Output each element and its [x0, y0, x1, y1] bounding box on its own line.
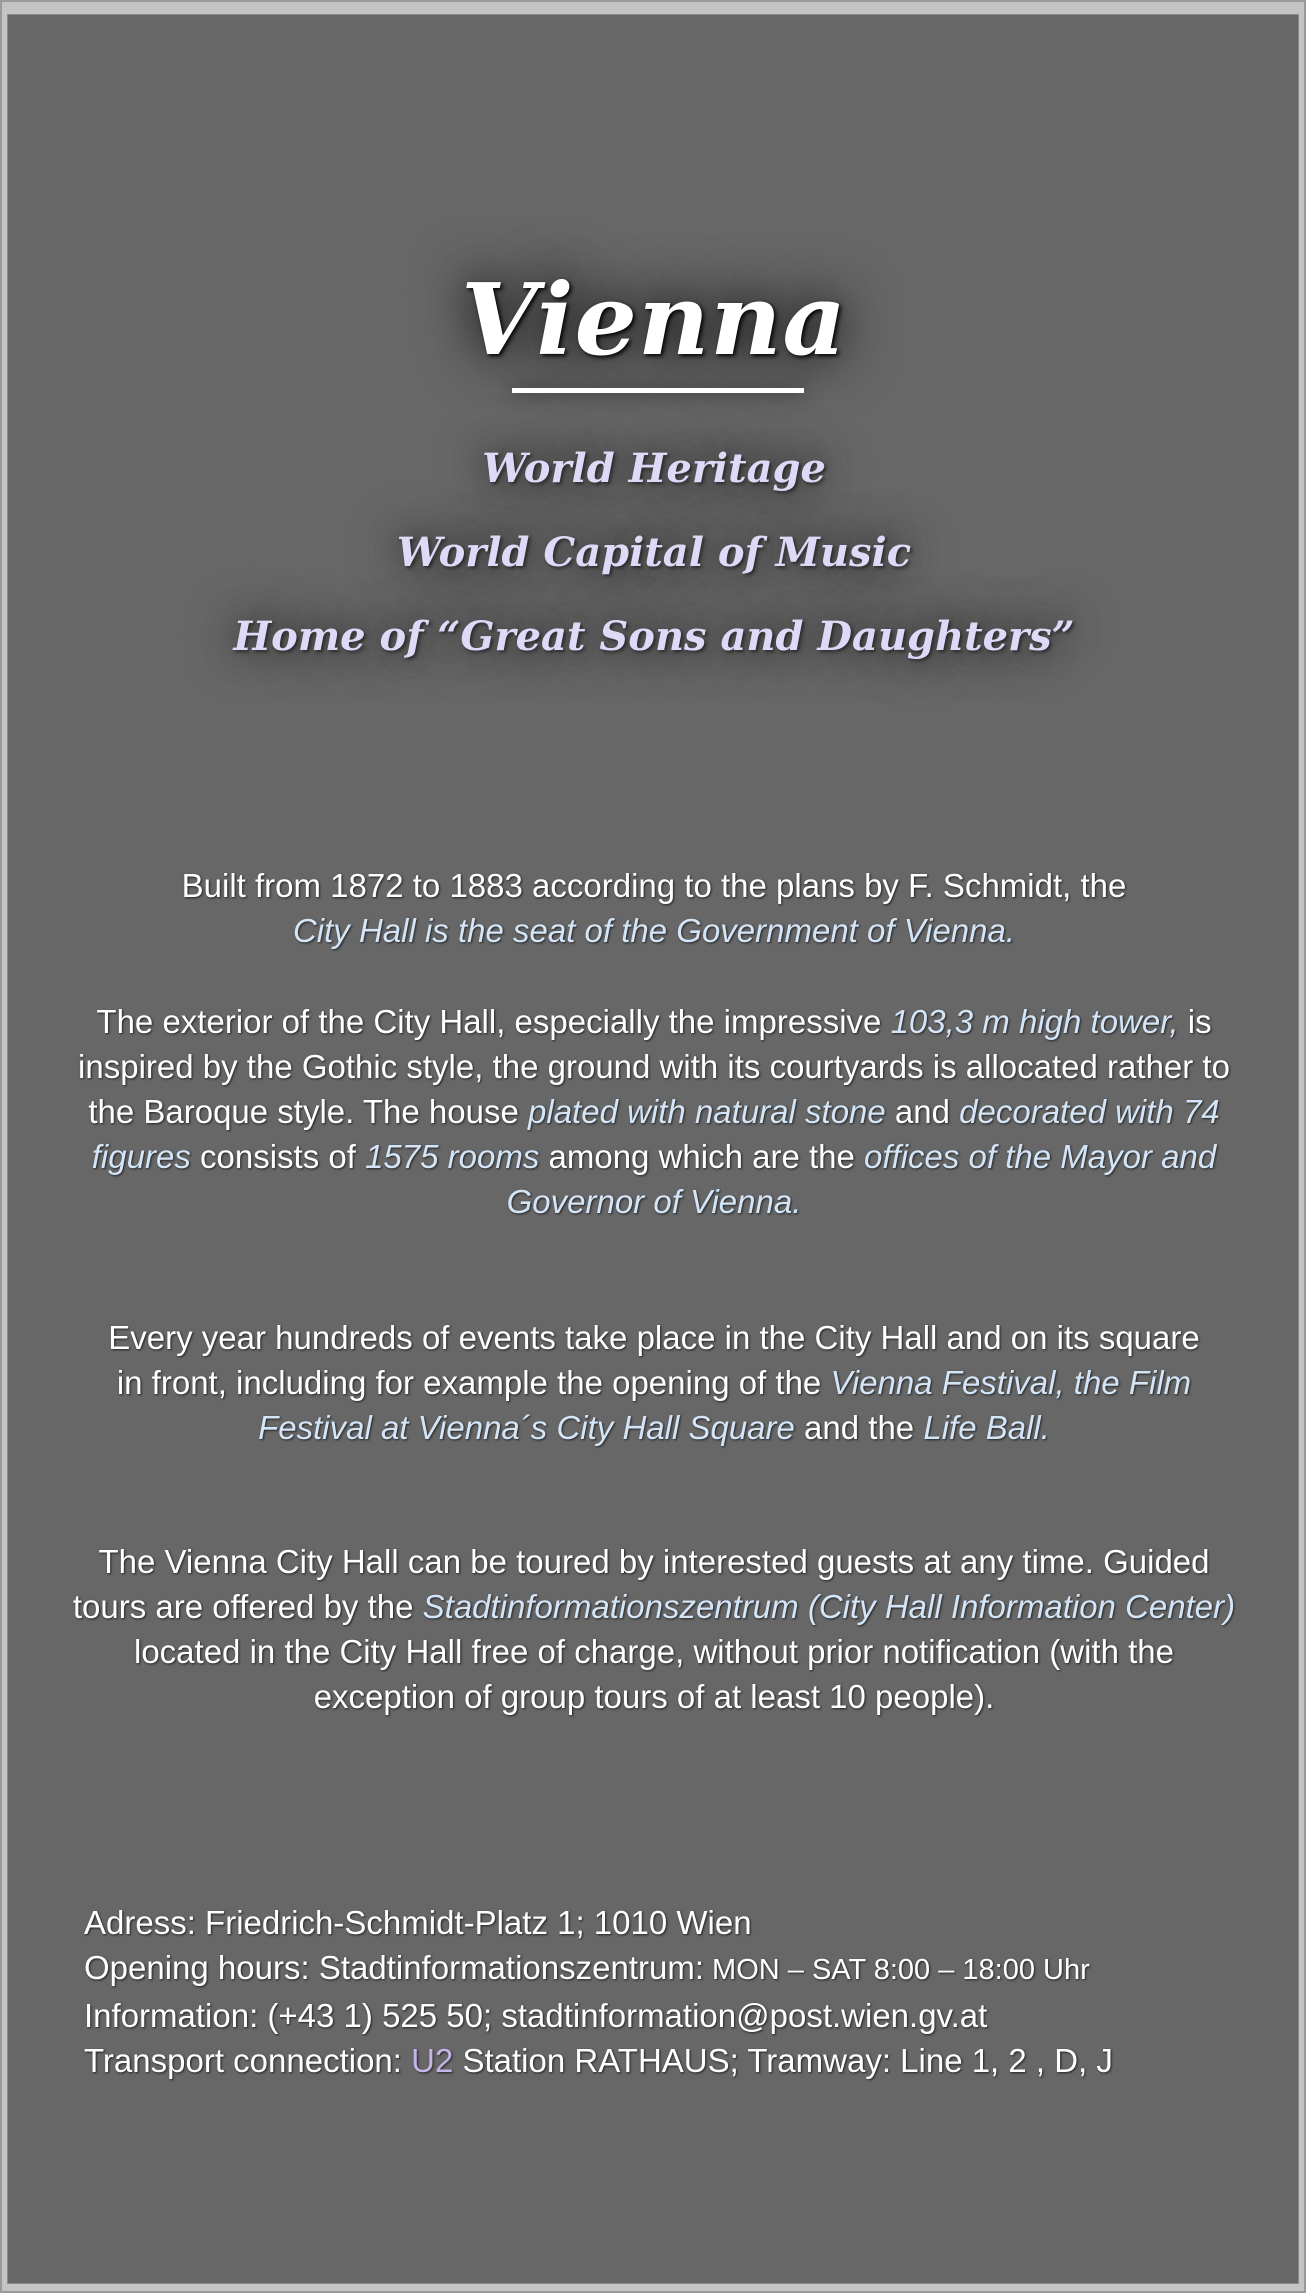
transport-details: Station RATHAUS; Tramway: Line 1, 2 , D, J: [453, 2042, 1113, 2079]
subtitle-world-heritage: World Heritage: [482, 445, 826, 492]
content-panel: [7, 14, 1299, 2284]
text-segment: and the: [794, 1409, 924, 1446]
opening-hours-label: Opening hours: Stadtinformationszentrum:: [84, 1949, 704, 1986]
highlight-info-center: Stadtinformationszentrum: [422, 1588, 799, 1625]
u2-line-badge: U2: [411, 2042, 454, 2079]
opening-hours-line: [84, 1945, 1113, 1993]
highlight-offices: offices of the Mayor and Governor of Vienna.: [506, 1138, 1217, 1220]
text-segment: [799, 1588, 808, 1625]
paragraph-history-highlight: City Hall is the seat of the Government of Vienna.: [292, 912, 1016, 949]
paragraph-history-line: Built from 1872 to 1883 according to the plans by F. Schmidt, the: [181, 867, 1127, 904]
paragraph-history: [48, 863, 1260, 953]
highlight-life-ball: Life Ball.: [923, 1409, 1050, 1446]
paragraph-events: [48, 1315, 1260, 1450]
text-segment: The exterior of the City Hall, especially the impressive: [96, 1003, 891, 1040]
subtitle-capital-of-music: World Capital of Music: [396, 529, 912, 576]
text-segment: The Vienna City Hall can be toured by interested guests at any time. Guided tours are offered by the: [72, 1543, 1210, 1625]
highlight-figures: decorated with 74 figures: [91, 1093, 1220, 1175]
highlight-festivals: Vienna Festival, the Film Festival at Vienna´s City Hall Square: [258, 1364, 1192, 1446]
highlight-rooms: 1575 rooms: [365, 1138, 540, 1175]
page-title: Vienna: [461, 263, 847, 378]
title-underline: [512, 388, 804, 393]
transport-label: Transport connection:: [84, 2042, 412, 2079]
contact-footer: [84, 1900, 1113, 2083]
paragraph-tours: [48, 1539, 1260, 1719]
text-segment: is inspired by the Gothic style, the ground with its courtyards is allocated rather to the Baroque style. The house: [78, 1003, 1230, 1130]
subtitle-great-sons-daughters: Home of “Great Sons and Daughters”: [233, 613, 1075, 660]
opening-hours-value: MON – SAT 8:00 – 18:00 Uhr: [704, 1954, 1090, 1986]
information-line: Information: (+43 1) 525 50; stadtinformation@post.wien.gv.at: [84, 1997, 988, 2034]
highlight-info-center-english: (City Hall Information Center): [807, 1588, 1236, 1625]
highlight-natural-stone: plated with natural stone: [528, 1093, 886, 1130]
highlight-tower: 103,3 m high tower,: [890, 1003, 1179, 1040]
text-segment: among which are the: [539, 1138, 865, 1175]
paragraph-exterior: [48, 999, 1260, 1224]
text-segment: consists of: [190, 1138, 366, 1175]
text-segment: and: [885, 1093, 960, 1130]
address-line: Adress: Friedrich-Schmidt-Platz 1; 1010 Wien: [84, 1904, 752, 1941]
transport-line: [84, 2038, 1113, 2083]
text-segment: located in the City Hall free of charge, without prior notification (with the exception of group tours of at least 10 people).: [133, 1633, 1174, 1715]
text-segment: Every year hundreds of events take place in the City Hall and on its square in front, including for example the opening of the: [108, 1319, 1200, 1401]
